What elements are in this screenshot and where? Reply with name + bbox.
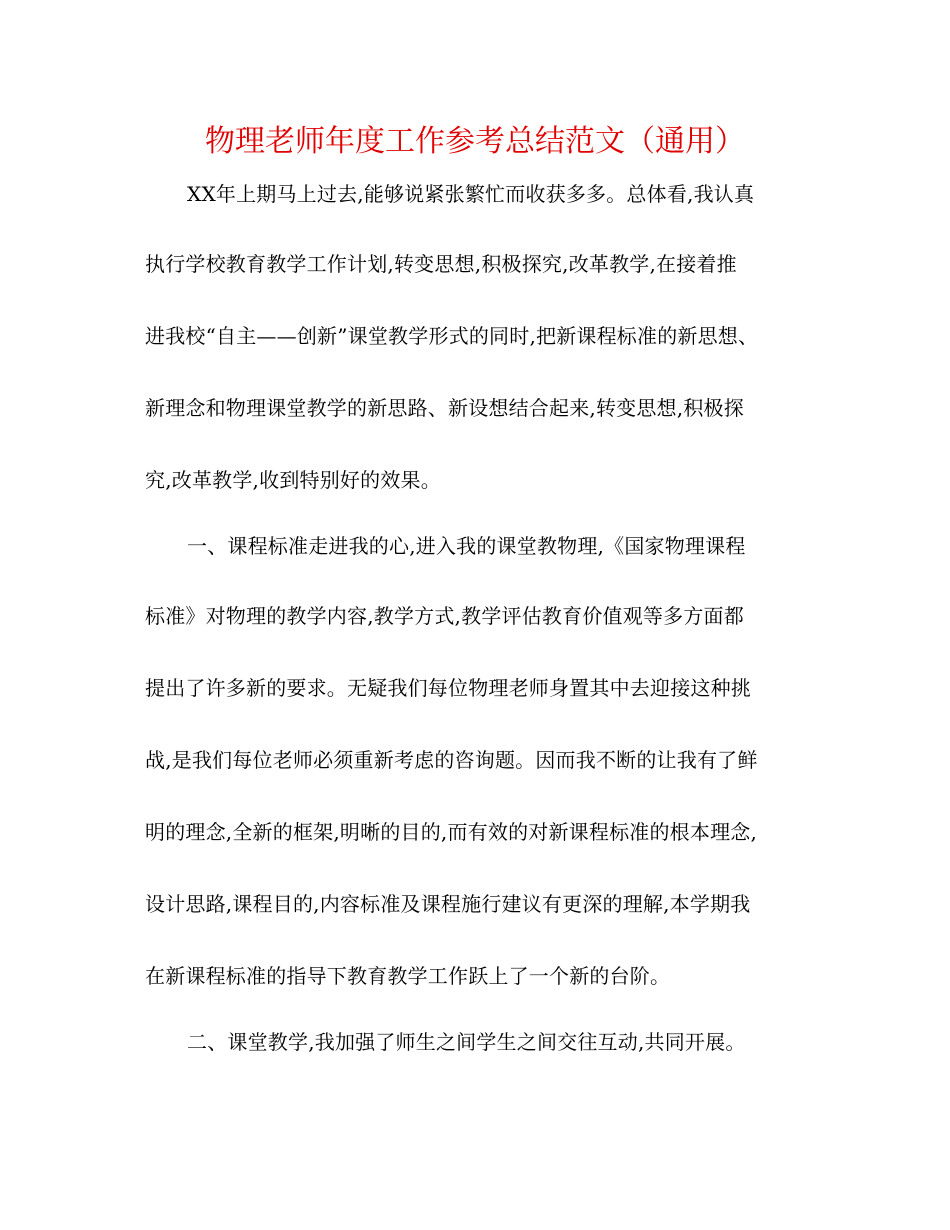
paragraph-line: 二、课堂教学,我加强了师生之间学生之间交往互动,共同开展。 xyxy=(187,1030,746,1054)
paragraph-line: XX年上期马上过去,能够说紧张繁忙而收获多多。总体看,我认真 xyxy=(187,182,755,206)
paragraph-line: 一、课程标准走进我的心,进入我的课堂教物理,《国家物理课程 xyxy=(187,534,746,558)
paragraph-line: 执行学校教育教学工作计划,转变思想,积极探究,改革教学,在接着推 xyxy=(145,252,737,276)
paragraph-line: 究,改革教学,收到特别好的效果。 xyxy=(145,468,441,492)
paragraph-line: 标准》对物理的教学内容,教学方式,教学评估教育价值观等多方面都 xyxy=(145,604,744,628)
paragraph-line: 战,是我们每位老师必须重新考虑的咨询题。因而我不断的让我有了鲜 xyxy=(145,748,758,772)
paragraph-line: 进我校“自主——创新”课堂教学形式的同时,把新课程标准的新思想、 xyxy=(145,324,759,348)
paragraph-line: 在新课程标准的指导下教育教学工作跃上了一个新的台阶。 xyxy=(145,964,671,988)
paragraph-line: 新理念和物理课堂教学的新思路、新设想结合起来,转变思想,积极探 xyxy=(145,396,744,420)
paragraph-line: 设计思路,课程目的,内容标准及课程施行建议有更深的理解,本学期我 xyxy=(145,892,751,916)
document-title: 物理老师年度工作参考总结范文（通用） xyxy=(205,124,745,159)
paragraph-line: 提出了许多新的要求。无疑我们每位物理老师身置其中去迎接这种挑 xyxy=(145,676,751,700)
paragraph-line: 明的理念,全新的框架,明晰的目的,而有效的对新课程标准的根本理念, xyxy=(145,820,758,844)
